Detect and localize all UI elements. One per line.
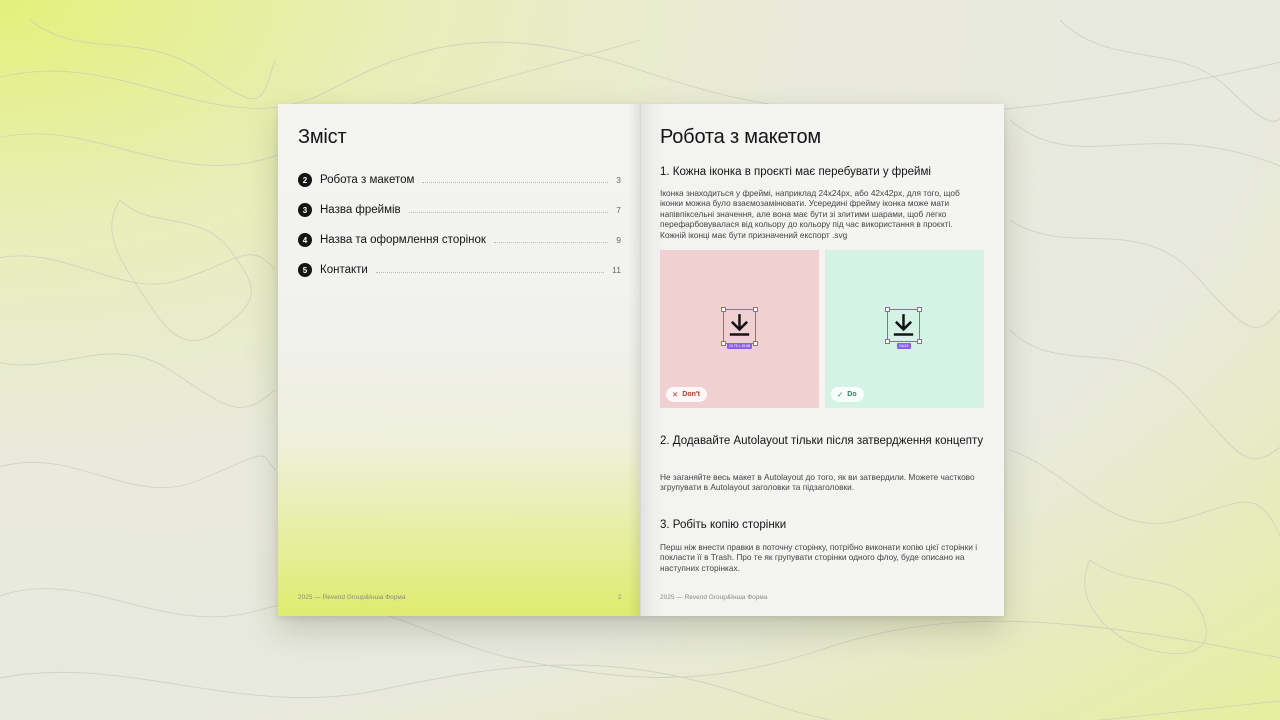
- resize-handle: [753, 307, 758, 312]
- frame-size-tag: 24x24: [899, 344, 909, 348]
- page-title: Зміст: [298, 126, 347, 148]
- toc-number-badge: 4: [298, 233, 312, 247]
- page-number: 2: [618, 594, 622, 601]
- do-badge: [831, 387, 864, 402]
- page-footer: 2025 — Revend Group&Інша Форма: [660, 594, 768, 601]
- toc-item-label: Робота з макетом: [320, 174, 415, 186]
- section-heading: 2. Додавайте Autolayout тільки після затвердження концепту: [660, 435, 984, 447]
- toc-item-label: Назва фреймів: [320, 204, 401, 216]
- booklet-spine: [628, 104, 652, 616]
- open-booklet: [278, 104, 1004, 616]
- toc-item[interactable]: [298, 195, 621, 225]
- toc-page-number: 7: [616, 205, 621, 215]
- toc-page-number: 3: [616, 175, 621, 185]
- toc-item[interactable]: [298, 165, 621, 195]
- table-of-contents-page: [278, 104, 640, 616]
- frame-size-tag: 23.75 x 25.68: [729, 344, 751, 348]
- toc-number-badge: 3: [298, 203, 312, 217]
- resize-handle: [917, 339, 922, 344]
- dont-label: Don't: [682, 391, 700, 398]
- dont-example-card: [660, 250, 819, 408]
- section-body: Не заганяйте весь макет в Autolayout до того, як ви затвердили. Можете частково згрупувати в Autolayout заголовки та підзаголовки.: [660, 472, 975, 493]
- toc-page-number: 11: [612, 265, 621, 275]
- selection-frame: [887, 309, 920, 342]
- resize-handle: [721, 341, 726, 346]
- toc-item-label: Назва та оформлення сторінок: [320, 234, 486, 246]
- toc-number-badge: 2: [298, 173, 312, 187]
- layout-rules-page: [640, 104, 1004, 616]
- section-body: Перш ніж внести правки в поточну сторінку, потрібно виконати копію цієї сторінки і покласти її в Trash. Про те як групувати сторінки одного флоу, буде описано на наступних сторінках.: [660, 542, 978, 573]
- page-title: Робота з макетом: [660, 126, 821, 148]
- toc-leader-dots: [494, 242, 608, 243]
- toc-item[interactable]: [298, 225, 621, 255]
- section-heading: 3. Робіть копію сторінки: [660, 519, 787, 531]
- dont-badge: [666, 387, 707, 402]
- page-footer: 2025 — Revend Group&Інша Форма: [298, 594, 406, 601]
- toc-list: [298, 165, 621, 285]
- resize-handle: [885, 339, 890, 344]
- toc-leader-dots: [409, 212, 609, 213]
- toc-page-number: 9: [616, 235, 621, 245]
- section-body: Іконка знаходиться у фреймі, наприклад 24x24px, або 42x42px, для того, щоб іконки можна було взаємозамінювати. Усередині фрейму іконка може мати напівпіксельні значення, але вона має бути зі злитими шарами, щоб легко перефарбовувалася від кольору до кольору під час використання в проєкті. Кожній іконці має бути призначений експорт .svg: [660, 188, 960, 240]
- toc-leader-dots: [422, 182, 608, 183]
- download-icon: [726, 312, 753, 339]
- check-icon: ✓: [837, 390, 844, 399]
- selection-frame: [723, 309, 756, 344]
- section-heading: 1. Кожна іконка в проєкті має перебувати у фреймі: [660, 166, 931, 178]
- download-icon: [890, 312, 917, 339]
- toc-item[interactable]: [298, 255, 621, 285]
- do-example-card: [825, 250, 984, 408]
- resize-handle: [753, 341, 758, 346]
- toc-number-badge: 5: [298, 263, 312, 277]
- do-label: Do: [847, 391, 857, 398]
- toc-item-label: Контакти: [320, 264, 368, 276]
- toc-leader-dots: [376, 272, 604, 273]
- resize-handle: [917, 307, 922, 312]
- cross-icon: ✕: [672, 390, 679, 399]
